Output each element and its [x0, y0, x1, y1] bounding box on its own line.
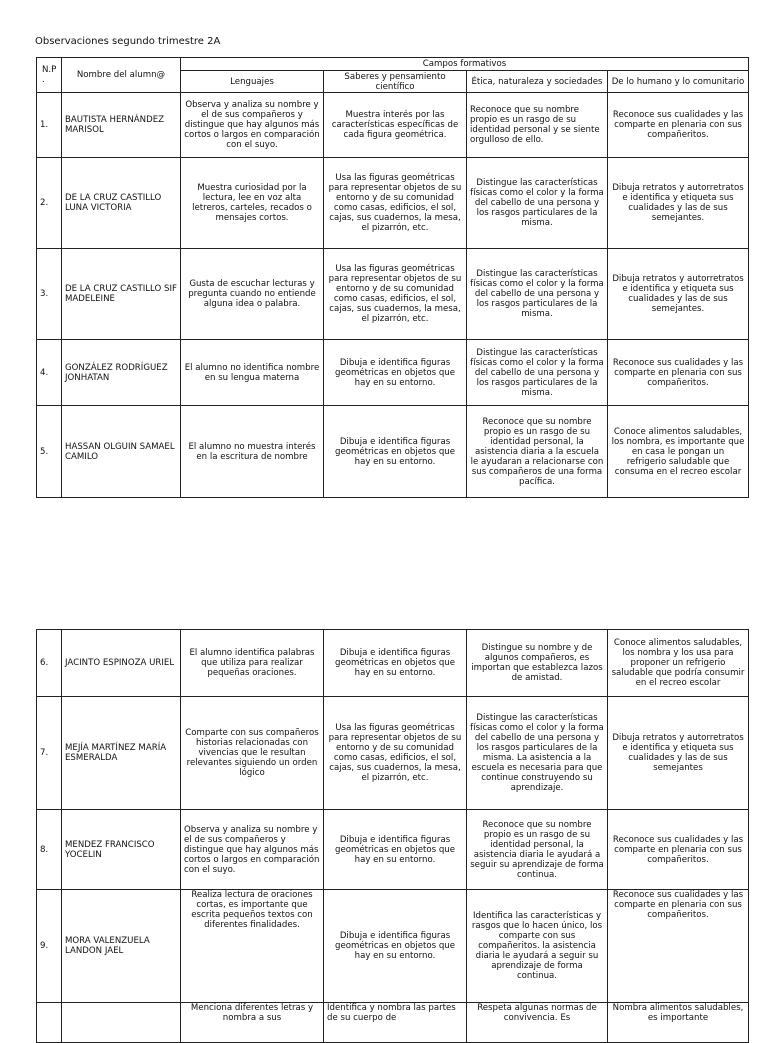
- cell-lenguajes: El alumno identifica palabras que utiliza para realizar pequeñas oraciones.: [181, 630, 324, 697]
- header-np: N.P .: [37, 58, 62, 93]
- row-number: 5.: [37, 406, 62, 498]
- table-row: [37, 890, 749, 1003]
- row-number: 2.: [37, 158, 62, 249]
- cell-humano: Dibuja retratos y autorretratos e identifica y etiqueta sus cualidades y las de sus semejantes.: [608, 249, 749, 340]
- row-number: 4.: [37, 340, 62, 406]
- cell-lenguajes: El alumno no muestra interés en la escritura de nombre: [181, 406, 324, 498]
- header-name: Nombre del alumn@: [62, 58, 181, 93]
- cell-humano: Dibuja retratos y autorretratos e identifica y etiqueta sus cualidades y las de sus semejantes.: [608, 158, 749, 249]
- cell-saberes: Usa las figuras geométricas para representar objetos de su entorno y de su comunidad como casas, edificios, el sol, cajas, sus cuadernos, la mesa, el pizarrón, etc.: [324, 697, 467, 810]
- student-name: MORA VALENZUELA LANDON JAEL: [62, 890, 181, 1003]
- row-number: 6.: [37, 630, 62, 697]
- cell-humano: Reconoce sus cualidades y las comparte en plenaria con sus compañeritos.: [608, 93, 749, 158]
- table-row: [37, 810, 749, 890]
- cell-humano: Nombra alimentos saludables, es importante: [608, 1003, 749, 1043]
- table-row: [37, 93, 749, 158]
- cell-etica: Reconoce que su nombre propio es un rasgo de su identidad personal y se siente orgulloso de ello.: [467, 93, 608, 158]
- row-number: 3.: [37, 249, 62, 340]
- cell-etica: Distingue las características físicas como el color y la forma del cabello de una persona y los rasgos particulares de la misma. La asistencia a la escuela es necesaria para que continue construyendo su aprendizaje.: [467, 697, 608, 810]
- cell-etica: Distingue su nombre y de algunos compañeros, es importan que establezca lazos de amistad.: [467, 630, 608, 697]
- cell-saberes: Identifica y nombra las partes de su cuerpo de: [324, 1003, 467, 1043]
- cell-saberes: Dibuja e identifica figuras geométricas en objetos que hay en su entorno.: [324, 406, 467, 498]
- cell-lenguajes: Muestra curiosidad por la lectura, lee en voz alta letreros, carteles, recados o mensajes cortos.: [181, 158, 324, 249]
- cell-saberes: Muestra interés por las características específicas de cada figura geométrica.: [324, 93, 467, 158]
- cell-lenguajes: Observa y analiza su nombre y el de sus compañeros y distingue que hay algunos más cortos o largos en comparación con el suyo.: [181, 93, 324, 158]
- student-name: GONZÁLEZ RODRÍGUEZ JONHATAN: [62, 340, 181, 406]
- header-campos: Campos formativos: [181, 58, 749, 71]
- cell-humano: Dibuja retratos y autorretratos e identifica y etiqueta sus cualidades y las de sus semejantes: [608, 697, 749, 810]
- observations-table-page-1: [36, 57, 749, 498]
- cell-etica: Respeta algunas normas de convivencia. Es: [467, 1003, 608, 1043]
- cell-humano: Conoce alimentos saludables, los nombra, es importante que en casa le pongan un refrigerio saludable que consuma en el recreo escolar: [608, 406, 749, 498]
- cell-lenguajes: Menciona diferentes letras y nombra a sus: [181, 1003, 324, 1043]
- student-name: MEJÍA MARTÍNEZ MARÍA ESMERALDA: [62, 697, 181, 810]
- cell-humano: Conoce alimentos saludables, los nombra y los usa para proponer un refrigerio saludable que podría consumir en el recreo escolar: [608, 630, 749, 697]
- cell-saberes: Dibuja e identifica figuras geométricas en objetos que hay en su entorno.: [324, 890, 467, 1003]
- header-humano: De lo humano y lo comunitario: [608, 71, 749, 93]
- student-name: JACINTO ESPINOZA URIEL: [62, 630, 181, 697]
- cell-etica: Reconoce que su nombre propio es un rasgo de su identidad personal, la asistencia diaria le ayudará a seguir su aprendizaje de forma continua.: [467, 810, 608, 890]
- cell-lenguajes: Observa y analiza su nombre y el de sus compañeros y distingue que hay algunos más cortos o largos en comparación con el suyo.: [181, 810, 324, 890]
- table-row: [37, 406, 749, 498]
- cell-saberes: Usa las figuras geométricas para representar objetos de su entorno y de su comunidad como casas, edificios, el sol, cajas, sus cuadernos, la mesa, el pizarrón, etc.: [324, 249, 467, 340]
- header-lenguajes: Lenguajes: [181, 71, 324, 93]
- student-name: MENDEZ FRANCISCO YOCELIN: [62, 810, 181, 890]
- table-row: [37, 340, 749, 406]
- table-row: [37, 158, 749, 249]
- student-name: BAUTISTA HERNÁNDEZ MARISOL: [62, 93, 181, 158]
- row-number: 8.: [37, 810, 62, 890]
- student-name: DE LA CRUZ CASTILLO LUNA VICTORIA: [62, 158, 181, 249]
- cell-etica: Distingue las características físicas como el color y la forma del cabello de una persona y los rasgos particulares de la misma.: [467, 158, 608, 249]
- cell-humano: Reconoce sus cualidades y las comparte en plenaria con sus compañeritos.: [608, 890, 749, 1003]
- cell-humano: Reconoce sus cualidades y las comparte en plenaria con sus compañeritos.: [608, 340, 749, 406]
- cell-lenguajes: Comparte con sus compañeros historias relacionadas con vivencias que le resultan relevantes siguiendo un orden lógico: [181, 697, 324, 810]
- row-number: [37, 1003, 62, 1043]
- table-row: [37, 1003, 749, 1043]
- table-row: [37, 630, 749, 697]
- student-name: [62, 1003, 181, 1043]
- header-etica: Ética, naturaleza y sociedades: [467, 71, 608, 93]
- document-title: Observaciones segundo trimestre 2A: [35, 36, 221, 47]
- cell-lenguajes: Gusta de escuchar lecturas y pregunta cuando no entiende alguna idea o palabra.: [181, 249, 324, 340]
- table-row: [37, 249, 749, 340]
- cell-etica: Reconoce que su nombre propio es un rasgo de su identidad personal, la asistencia diaria a la escuela le ayudaran a relacionarse con sus compañeros de una forma pacífica.: [467, 406, 608, 498]
- cell-etica: Identifica las características y rasgos que lo hacen único, los comparte con sus compañeritos. la asistencia diaria le ayudará a seguir su aprendizaje de forma continua.: [467, 890, 608, 1003]
- table-row: [37, 697, 749, 810]
- header-saberes: Saberes y pensamiento científico: [324, 71, 467, 93]
- cell-saberes: Dibuja e identifica figuras geométricas en objetos que hay en su entorno.: [324, 630, 467, 697]
- row-number: 9.: [37, 890, 62, 1003]
- student-name: HASSAN OLGUIN SAMAEL CAMILO: [62, 406, 181, 498]
- cell-etica: Distingue las características físicas como el color y la forma del cabello de una persona y los rasgos particulares de la misma.: [467, 340, 608, 406]
- cell-etica: Distingue las características físicas como el color y la forma del cabello de una persona y los rasgos particulares de la misma.: [467, 249, 608, 340]
- cell-saberes: Usa las figuras geométricas para representar objetos de su entorno y de su comunidad como casas, edificios, el sol, cajas, sus cuadernos, la mesa, el pizarrón, etc.: [324, 158, 467, 249]
- row-number: 7.: [37, 697, 62, 810]
- cell-humano: Reconoce sus cualidades y las comparte en plenaria con sus compañeritos.: [608, 810, 749, 890]
- cell-lenguajes: El alumno no identifica nombre en su lengua materna: [181, 340, 324, 406]
- cell-lenguajes: Realiza lectura de oraciones cortas, es importante que escrita pequeños textos con diferentes finalidades.: [181, 890, 324, 1003]
- observations-table-page-2: [36, 629, 749, 1043]
- row-number: 1.: [37, 93, 62, 158]
- cell-saberes: Dibuja e identifica figuras geométricas en objetos que hay en su entorno.: [324, 340, 467, 406]
- cell-saberes: Dibuja e identifica figuras geométricas en objetos que hay en su entorno.: [324, 810, 467, 890]
- student-name: DE LA CRUZ CASTILLO SIF MADELEINE: [62, 249, 181, 340]
